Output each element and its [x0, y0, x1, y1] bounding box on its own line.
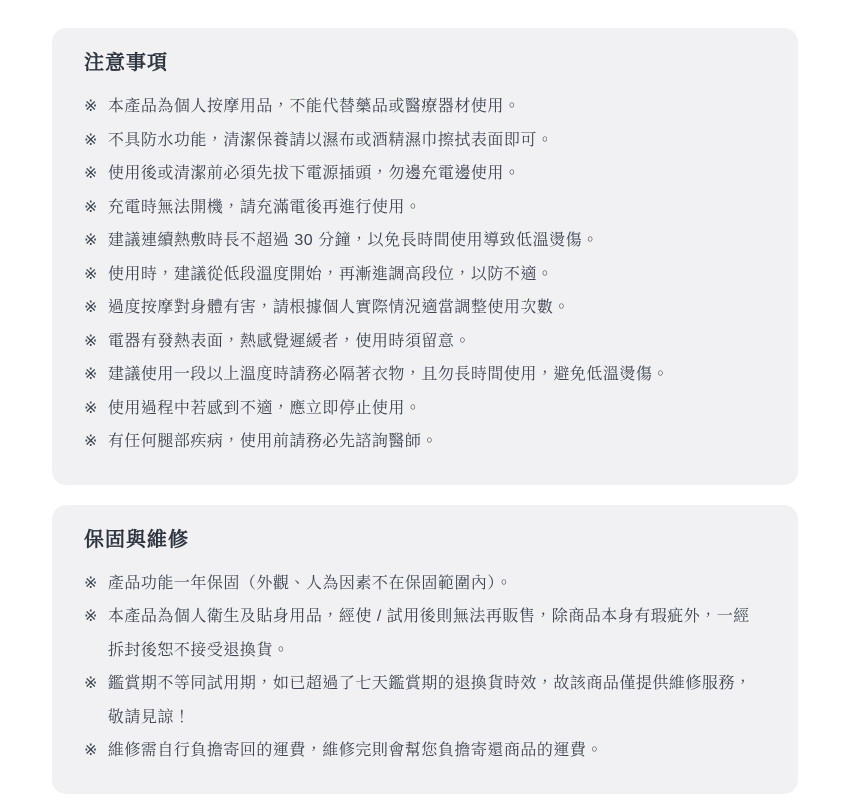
warranty-item — [84, 600, 766, 667]
notice-item-text: 有任何腿部疾病，使用前請務必先諮詢醫師。 — [107, 433, 438, 450]
notice-item — [84, 258, 766, 292]
notice-item-text: 不具防水功能，清潔保養請以濕布或酒精濕巾擦拭表面即可。 — [107, 131, 554, 149]
notice-item-text: 使用後或清潔前必須先拔下電源插頭，勿邊充電邊使用。 — [107, 165, 521, 182]
notice-item — [84, 191, 766, 225]
reference-mark-icon: ※ — [84, 399, 98, 417]
notice-item-text: 使用過程中若感到不適，應立即停止使用。 — [107, 399, 422, 417]
notice-item — [84, 425, 766, 459]
reference-mark-icon: ※ — [84, 165, 98, 182]
reference-mark-icon: ※ — [84, 742, 98, 759]
reference-mark-icon: ※ — [84, 265, 98, 283]
notice-item-text: 充電時無法開機，請充滿電後再進行使用。 — [107, 198, 422, 216]
warranty-item-text: 維修需自行負擔寄回的運費，維修完則會幫您負擔寄還商品的運費。 — [107, 742, 603, 759]
notice-item-text: 電器有發熱表面，熱感覺遲緩者，使用時須留意。 — [107, 332, 471, 350]
reference-mark-icon: ※ — [84, 608, 98, 625]
notice-item-text: 過度按摩對身體有害，請根據個人實際情況適當調整使用次數。 — [107, 299, 570, 316]
notice-item — [84, 358, 766, 392]
reference-mark-icon: ※ — [84, 675, 98, 692]
notice-item — [84, 291, 766, 325]
notice-item-text: 建議連續熱敷時長不超過 30 分鐘，以免長時間使用導致低溫燙傷。 — [107, 232, 599, 249]
notice-item-text: 建議使用一段以上溫度時請務必隔著衣物，且勿長時間使用，避免低溫燙傷。 — [107, 366, 669, 383]
warranty-section-title: 保固與維修 — [84, 528, 189, 551]
notice-item-text: 使用時，建議從低段溫度開始，再漸進調高段位，以防不適。 — [107, 265, 554, 283]
warranty-item — [84, 567, 766, 601]
warranty-section — [52, 505, 798, 794]
reference-mark-icon: ※ — [84, 131, 98, 149]
notice-list — [84, 90, 766, 459]
notice-item-text: 本產品為個人按摩用品，不能代替藥品或醫療器材使用。 — [107, 98, 521, 115]
notice-item — [84, 157, 766, 191]
notice-section — [52, 28, 798, 485]
reference-mark-icon: ※ — [84, 299, 98, 316]
reference-mark-icon: ※ — [84, 332, 98, 350]
warranty-item — [84, 667, 766, 734]
notice-item — [84, 90, 766, 124]
reference-mark-icon: ※ — [84, 198, 98, 216]
notice-item — [84, 224, 766, 258]
notice-item — [84, 392, 766, 426]
notice-item — [84, 124, 766, 158]
warranty-item — [84, 734, 766, 768]
warranty-item-text: 本產品為個人衛生及貼身用品，經使 / 試用後則無法再販售，除商品本身有瑕疵外，一經拆封後恕不接受退換貨。 — [107, 608, 750, 659]
reference-mark-icon: ※ — [84, 366, 98, 383]
warranty-item-text: 鑑賞期不等同試用期，如已超過了七天鑑賞期的退換貨時效，故該商品僅提供維修服務，敬請見諒！ — [107, 675, 752, 726]
warranty-item-text: 產品功能一年保固（外觀、人為因素不在保固範圍內）。 — [107, 574, 513, 592]
reference-mark-icon: ※ — [84, 232, 98, 249]
notice-section-title: 注意事項 — [84, 52, 168, 74]
notice-item — [84, 325, 766, 359]
warranty-list — [84, 567, 766, 768]
reference-mark-icon: ※ — [84, 98, 98, 115]
reference-mark-icon: ※ — [84, 433, 98, 450]
reference-mark-icon: ※ — [84, 574, 98, 592]
